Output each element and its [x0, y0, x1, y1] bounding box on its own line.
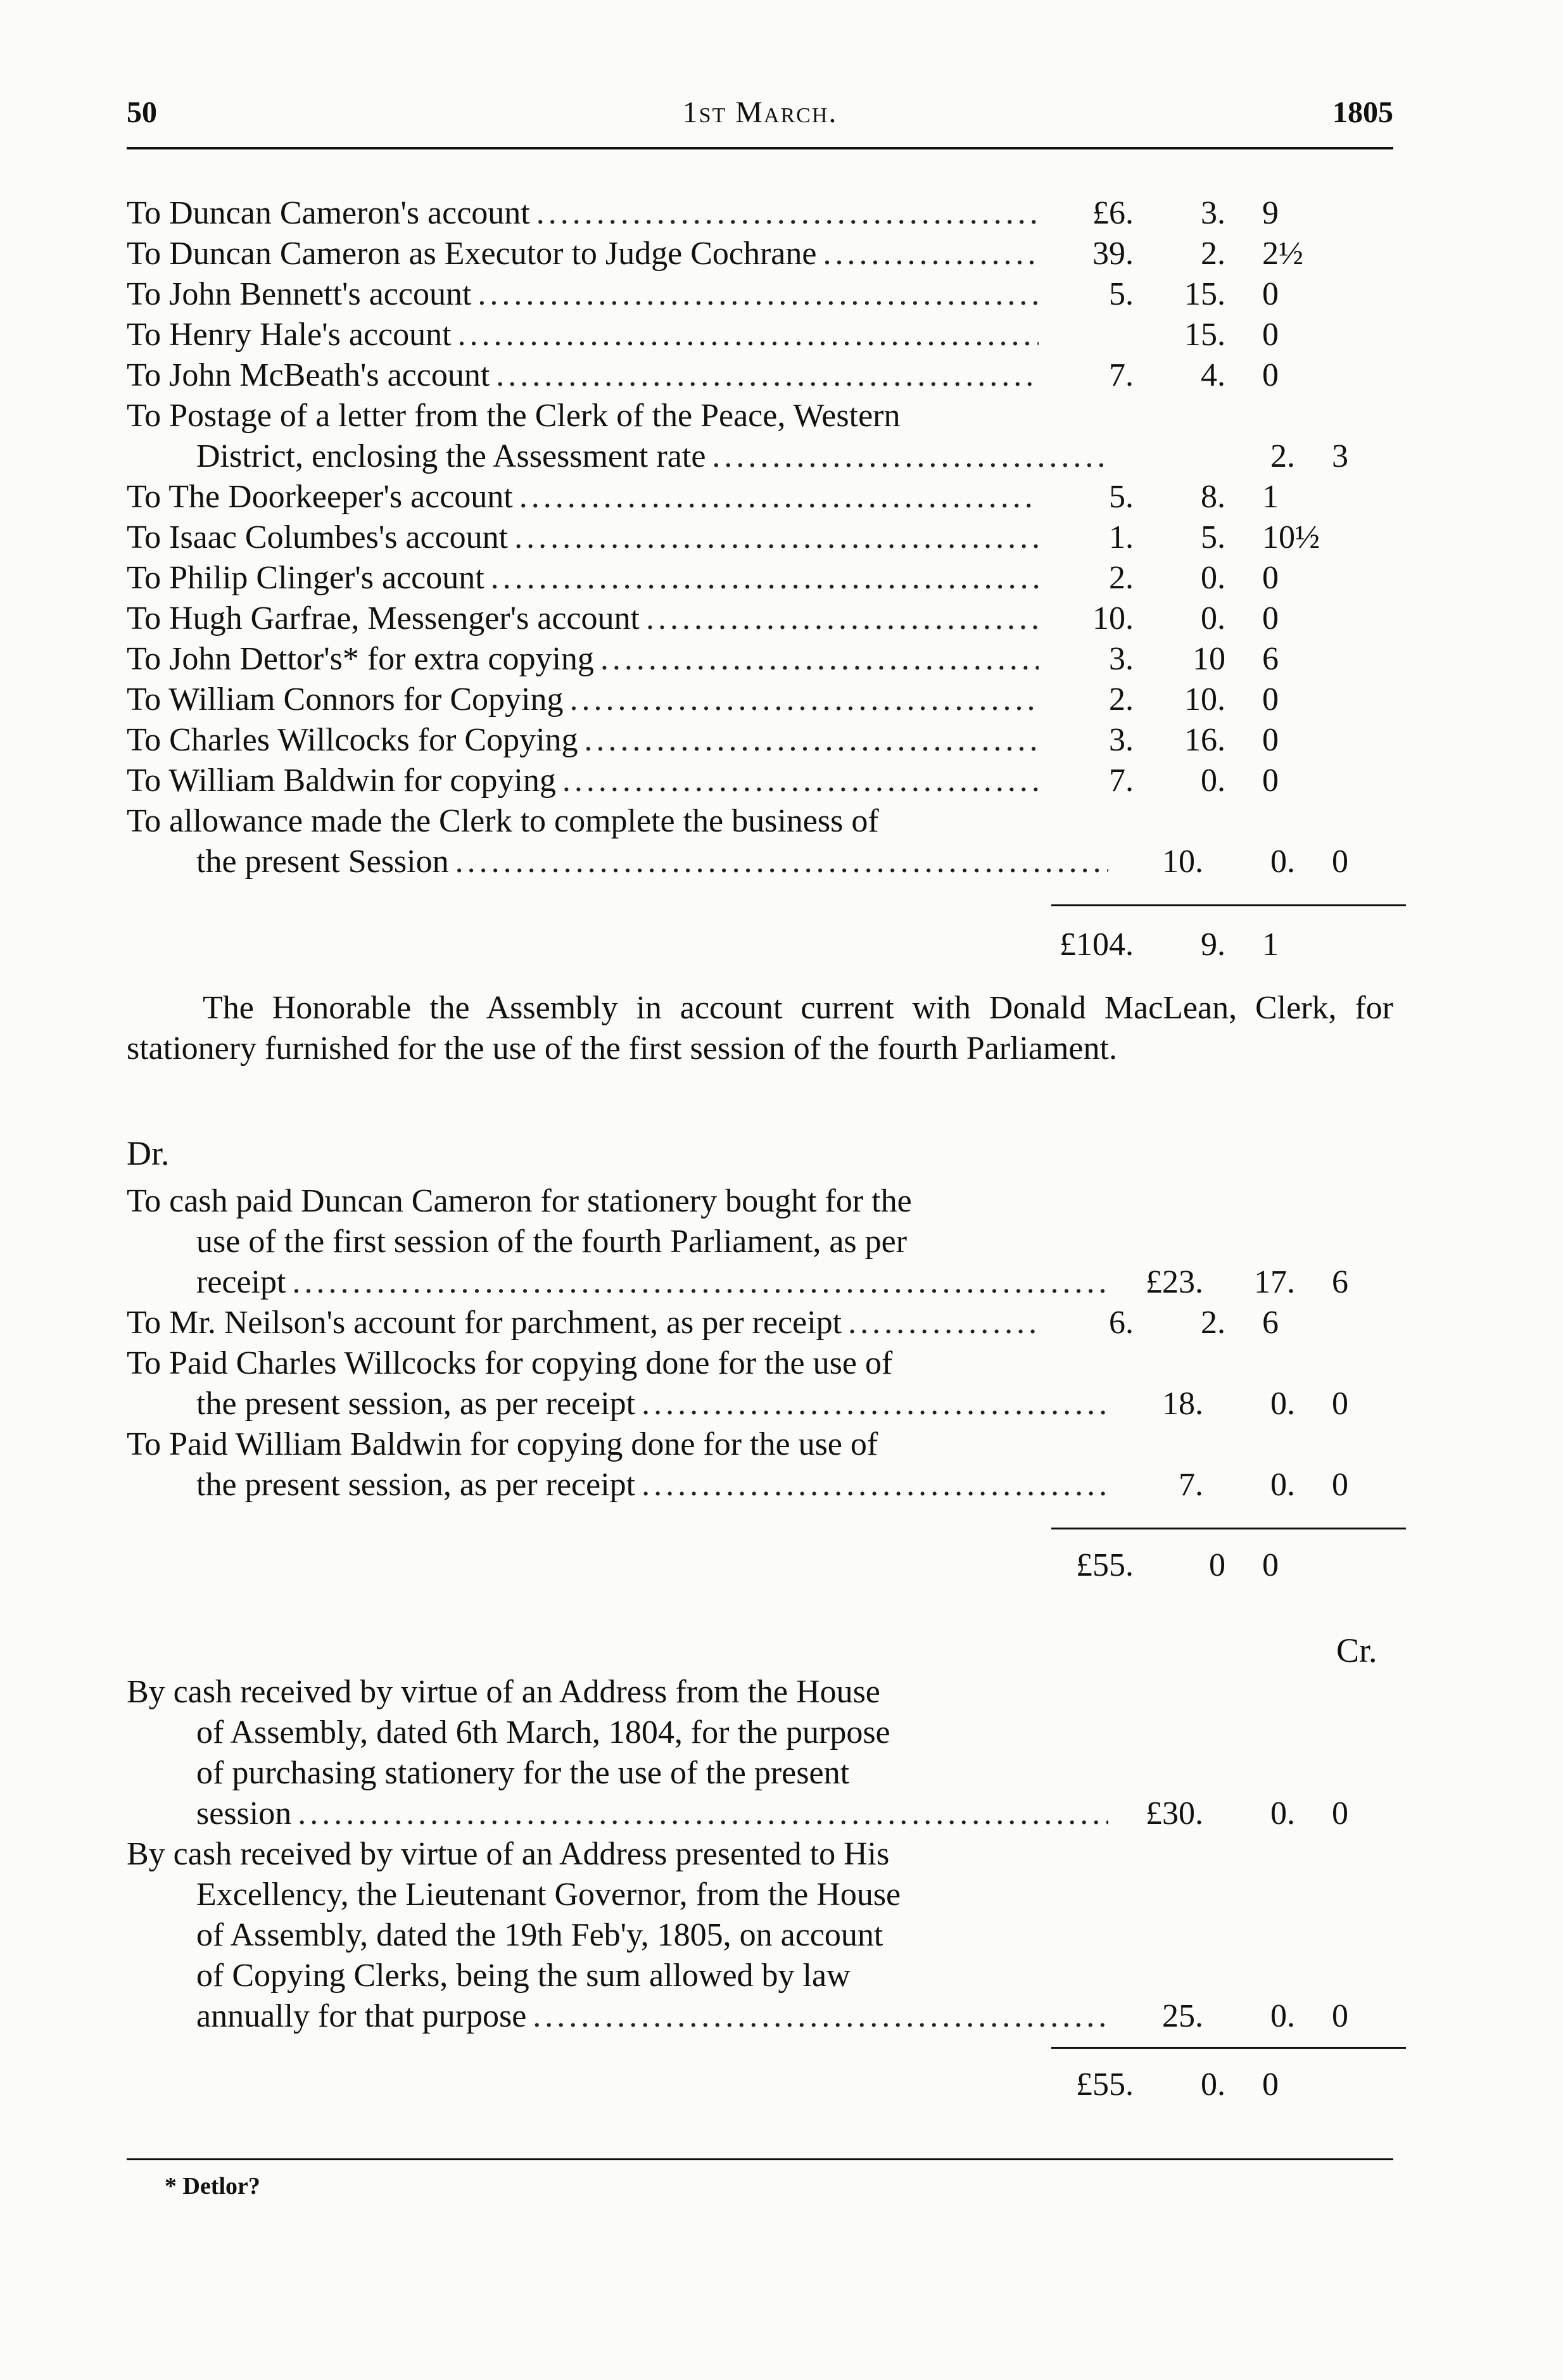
ledger-total-3	[127, 2065, 1393, 2105]
page-number: 50	[127, 96, 157, 129]
total-row: £55. 0. 0	[1076, 2067, 1279, 2103]
ledger-block-2: To cash paid Duncan Cameron for stationery bought for the use of the first session of the fourth Parliament, as per receipt ..... £23. 17. 6 To Mr. Neilson's account for parchment, as per receipt ..... 6. 2. 6 To Paid Charles Willcocks for copying done for the use of the present session, as per receipt ..... 18. 0. 0 To Paid William Baldwin for copying done for the use of the present session, as per receipt ..... 7. 0. 0	[127, 1181, 1393, 1505]
ledger-row: the present session, as per receipt ..... 7. 0. 0	[127, 1465, 1393, 1505]
footnote-rule	[127, 2158, 1393, 2160]
ledger-row: To John Dettor's* for extra copying ..... 3. 10 6	[127, 639, 1393, 680]
ledger-row: To Philip Clinger's account ..... 2. 0. 0	[127, 558, 1393, 598]
total-row: £104. 9. 1	[1060, 927, 1279, 963]
ledger-row: the present session, as per receipt ..... 18. 0. 0	[127, 1384, 1393, 1424]
ledger-row: To Postage of a letter from the Clerk of the Peace, Western	[127, 398, 901, 434]
credit-label: Cr.	[1336, 1631, 1377, 1669]
running-title: 1st March.	[682, 96, 838, 129]
total-rule-3	[1051, 2047, 1406, 2049]
ledger-block-3: By cash received by virtue of an Address from the House of Assembly, dated 6th March, 1804, for the purpose of purchasing stationery for the use of the present session ..... £30. 0. 0 By cash received by virtue of an Address presented to His Excellency, the Lieutenant Governor, from the House of Assembly, dated the 19th Feb'y, 1805, on account of Copying Clerks, being the sum allowed by law annually for that purpose ..... 25. 0. 0	[127, 1672, 1393, 2037]
debit-label: Dr.	[127, 1134, 170, 1172]
ledger-block-1	[127, 193, 1393, 882]
ledger-row: To Duncan Cameron as Executor to Judge Cochrane ..... 39. 2. 2½	[127, 234, 1393, 274]
total-rule-1	[1051, 904, 1406, 906]
ledger-row: To allowance made the Clerk to complete the business of	[127, 803, 879, 839]
ledger-row: receipt ..... £23. 17. 6	[127, 1262, 1393, 1303]
ledger-row: annually for that purpose ..... 25. 0. 0	[127, 1996, 1393, 2037]
ledger-row: To Duncan Cameron's account ..... £6. 3. 9	[127, 193, 1393, 234]
ledger-row: session ..... £30. 0. 0	[127, 1794, 1393, 1834]
ledger-total-2	[127, 1545, 1393, 1586]
ledger-row: To John McBeath's account ..... 7. 4. 0	[127, 355, 1393, 396]
ledger-row: To Hugh Garfrae, Messenger's account ..... 10. 0. 0	[127, 598, 1393, 639]
ledger-row: To Charles Willcocks for Copying ..... 3. 16. 0	[127, 720, 1393, 761]
ledger-row-continuation: District, enclosing the Assessment rate ..... 2. 3	[127, 436, 1393, 477]
ledger-row: To Mr. Neilson's account for parchment, as per receipt ..... 6. 2. 6	[127, 1303, 1393, 1343]
ledger-row: To Henry Hale's account ..... 15. 0	[127, 315, 1393, 355]
footnote: * Detlor?	[165, 2173, 260, 2200]
header-rule	[127, 147, 1393, 149]
ledger-row: To William Connors for Copying ..... 2. 10. 0	[127, 680, 1393, 720]
ledger-total-1	[127, 925, 1393, 965]
total-rule-2	[1051, 1528, 1406, 1529]
total-row: £55. 0 0	[1076, 1547, 1279, 1583]
running-year: 1805	[1332, 96, 1393, 129]
ledger-row-continuation: the present Session ..... 10. 0. 0	[127, 842, 1393, 882]
page-header	[127, 95, 1393, 139]
ledger-row: To John Bennett's account ..... 5. 15. 0	[127, 274, 1393, 315]
account-intro: The Honorable the Assembly in account current with Donald MacLean, Clerk, for stationery furnished for the use of the first session of the fourth Parliament.	[127, 990, 1393, 1067]
ledger-row: To The Doorkeeper's account ..... 5. 8. 1	[127, 477, 1393, 517]
ledger-row: To Isaac Columbes's account ..... 1. 5. 10½	[127, 517, 1393, 558]
ledger-row: To William Baldwin for copying ..... 7. 0. 0	[127, 761, 1393, 801]
